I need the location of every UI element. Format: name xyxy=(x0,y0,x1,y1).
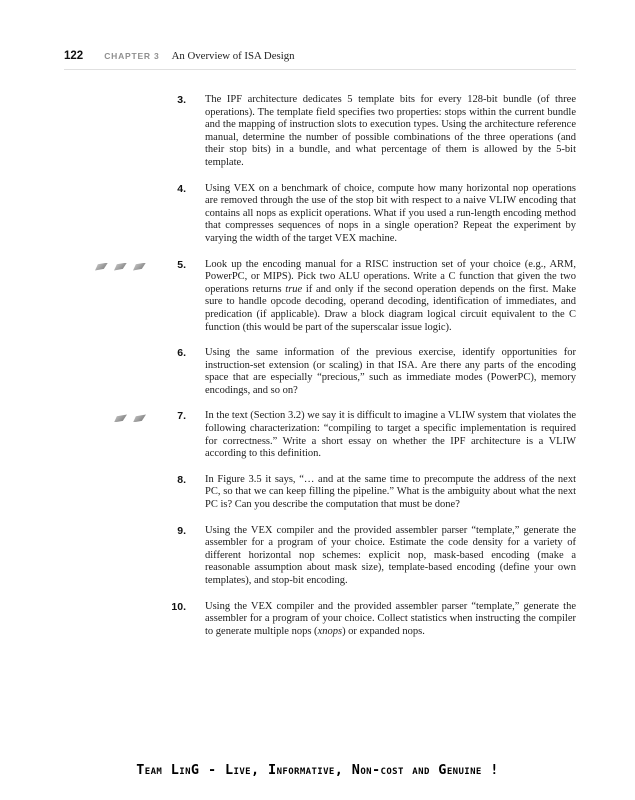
difficulty-marks xyxy=(64,474,164,512)
page-header xyxy=(64,50,576,70)
exercise-item xyxy=(64,259,576,335)
exercise-text: The IPF architecture dedicates 5 template bits for every 128-bit bundle (of three operations). The template field specifies two properties: stops within the current bundle and the mapping of instruction slots to execution types. Using the architecture reference manual, determine the number of possible combinations of the three operations (and their stop bits) in a bundle, and what percentage of them is allowed by the 5-bit template. xyxy=(205,94,576,168)
exercise-number: 9. xyxy=(177,524,186,537)
exercise-item xyxy=(64,347,576,397)
pencil-icon xyxy=(133,414,146,422)
exercise-number: 5. xyxy=(177,258,186,271)
footer-watermark: Team LinG - Live, Informative, Non-cost and Genuine ! xyxy=(136,762,499,778)
exercise-number: 6. xyxy=(177,347,186,360)
exercise-text: In Figure 3.5 it says, “… and at the same time to precompute the address of the next PC, so that we can keep filling the pipeline.” What is the ambiguity about what the next PC is? Can you describe the computation that must be done? xyxy=(205,473,576,511)
exercise-item xyxy=(64,410,576,460)
pencil-icon xyxy=(114,263,127,271)
difficulty-marks xyxy=(64,410,164,460)
exercise-number: 3. xyxy=(177,94,186,106)
exercise-item xyxy=(64,601,576,639)
page-number: 122 xyxy=(64,50,84,62)
exercise-text: Using the VEX compiler and the provided assembler parser “template,” generate the assembler for a program of your choice. Estimate the code density for a variety of different horizontal nop schemes: explicit nop, mask-based encoding (make a reasonable assumption about mask size), template-based encoding (define your own templates), and stop-bit encoding. xyxy=(205,524,576,586)
exercise-item xyxy=(64,183,576,246)
difficulty-marks xyxy=(64,183,164,246)
exercise-text: Using VEX on a benchmark of choice, compute how many horizontal nop operations are removed through the use of the stop bit with respect to a naive VLIW encoding that contains all nops as explicit operations. What if you used a run-length encoding method that compresses sequences of nops in a single operation? Repeat the experiment by varying the width of the target VEX machine. xyxy=(205,182,576,244)
exercise-number: 8. xyxy=(177,473,186,486)
difficulty-marks xyxy=(64,347,164,397)
difficulty-marks xyxy=(64,94,164,170)
difficulty-marks xyxy=(64,601,164,639)
exercise-text: Using the same information of the previous exercise, identify opportunities for instruction-set extension (or scaling) in that ISA. Are there any parts of the encoding space that are especially “precious,” such as immediate modes (PowerPC), memory encodings, and so on? xyxy=(205,347,576,396)
chapter-label: CHAPTER 3 xyxy=(104,51,160,61)
exercise-item xyxy=(64,94,576,170)
exercise-number: 4. xyxy=(177,182,186,195)
chapter-title: An Overview of ISA Design xyxy=(171,50,295,62)
difficulty-marks xyxy=(64,525,164,588)
exercise-text: In the text (Section 3.2) we say it is difficult to imagine a VLIW system that violates the following characterization: “compiling to target a specific implementation is required for correctness.” Write a short essay on whether the IPF architecture is a VLIW according to this definition. xyxy=(205,410,576,460)
exercise-list xyxy=(64,94,576,651)
difficulty-marks xyxy=(64,259,164,335)
pencil-icon xyxy=(114,414,127,422)
exercise-number: 10. xyxy=(171,600,186,613)
exercise-text: Using the VEX compiler and the provided assembler parser “template,” generate the assembler for a program of your choice. Collect statistics when instructing the compiler to generate multiple nops (xnops) or expanded nops. xyxy=(205,600,576,637)
exercise-number: 7. xyxy=(177,410,186,423)
pencil-icon xyxy=(95,263,108,271)
exercise-item xyxy=(64,525,576,588)
exercise-text: Look up the encoding manual for a RISC instruction set of your choice (e.g., ARM, PowerPC, or MIPS). Pick two ALU operations. Write a C function that given the two operations returns true if and only if the second operation depends on the first. Make sure to handle opcode decoding, operand decoding, identification of immediates, and predication (if applicable). Draw a block diagram logical circuit equivalent to the C function (this would be part of the superscalar issue logic). xyxy=(205,258,576,333)
pencil-icon xyxy=(133,263,146,271)
exercise-item xyxy=(64,474,576,512)
